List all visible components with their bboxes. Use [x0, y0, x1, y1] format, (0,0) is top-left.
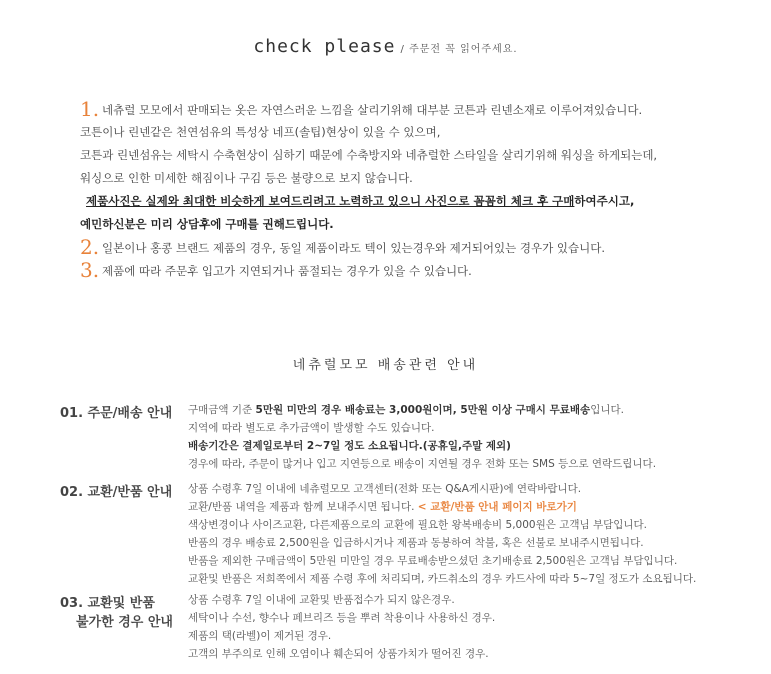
page-header — [0, 36, 771, 57]
shipping-section-title: 네츄럴모모 배송관련 안내 — [292, 358, 479, 373]
notice-line: 코튼이나 린넨같은 천연섬유의 특성상 네프(솔팁)현상이 있을 수 있으며, — [80, 125, 441, 139]
info-line: 상품 수령후 7일 이내에 네츄럴모모 고객센터(전화 또는 Q&A게시판)에 연락바랍니다. — [188, 483, 582, 495]
info-line: 교환및 반품은 저희쪽에서 제품 수령 후에 처리되며, 카드취소의 경우 카드사에 따라 5~7일 정도가 소요됩니다. — [188, 573, 697, 585]
info-line: 지역에 따라 별도로 추가금액이 발생할 수도 있습니다. — [188, 422, 435, 434]
info-line: 반품의 경우 배송료 2,500원을 입금하시거나 제품과 동봉하여 착불, 혹은 선불로 보내주시면됩니다. — [188, 537, 644, 549]
section-content — [188, 591, 771, 663]
info-line: 제품의 택(라벨)이 제거된 경우. — [188, 630, 332, 642]
notice-number-1: 1. — [80, 97, 100, 121]
info-line: 경우에 따라, 주문이 많거나 입고 지연등으로 배송이 지연될 경우 전화 또는 SMS 등으로 연락드립니다. — [188, 458, 657, 470]
exchange-page-link[interactable]: < 교환/반품 안내 페이지 바로가기 — [417, 501, 577, 513]
info-line: 상품 수령후 7일 이내에 교환및 반품접수가 되지 않은경우. — [188, 594, 455, 606]
page-subtitle: / 주문전 꼭 읽어주세요. — [400, 44, 518, 55]
notice-item-3: 3. 제품에 따라 주문후 입고가 지연되거나 품절되는 경우가 있을 수 있습니다. — [80, 258, 472, 282]
info-line: 반품을 제외한 구매금액이 5만원 미만일 경우 무료배송받으셨던 초기배송료 2,500원은 고객님 부담입니다. — [188, 555, 678, 567]
notice-line: 코튼과 린넨섬유는 세탁시 수축현상이 심하기 때문에 수축방지와 네츄럴한 스타일을 살리기위해 워싱을 하게되는데, — [80, 148, 658, 162]
section-label: 01. 주문/배송 안내 — [60, 406, 173, 421]
notice-item-2: 2. 일본이나 홍콩 브랜드 제품의 경우, 동일 제품이라도 텍이 있는경우와 제거되어있는 경우가 있습니다. — [80, 235, 605, 259]
notice-line: 워싱으로 인한 미세한 해짐이나 구김 등은 불량으로 보지 않습니다. — [80, 171, 413, 185]
section-label: 02. 교환/반품 안내 — [60, 485, 173, 500]
section-content — [188, 401, 771, 473]
info-line: 구매금액 기준 5만원 미만의 경우 배송료는 3,000원이며, 5만원 이상 구매시 무료배송입니다. — [188, 404, 624, 416]
info-line: 고객의 부주의로 인해 오염이나 훼손되어 상품가치가 떨어진 경우. — [188, 648, 489, 660]
info-line: 세탁이나 수선, 향수나 페브리즈 등을 뿌려 착용이나 사용하신 경우. — [188, 612, 496, 624]
notice-emphasis-line: 예민하신분은 미리 상담후에 구매를 권해드립니다. — [80, 217, 334, 231]
section-content — [188, 480, 771, 588]
section-label: 03. 교환및 반품 — [60, 596, 155, 611]
page-title: check please — [253, 36, 396, 57]
info-line: 교환/반품 내역을 제품과 함께 보내주시면 됩니다. < 교환/반품 안내 페이지 바로가기 — [188, 501, 577, 513]
info-line: 색상변경이나 사이즈교환, 다른제품으로의 교환에 필요한 왕복배송비 5,000원은 고객님 부담입니다. — [188, 519, 648, 531]
notice-item-1: 1. 네츄럴 모모에서 판매되는 옷은 자연스러운 느낌을 살리기위해 대부분 코튼과 린넨소재로 이루어져있습니다. — [80, 97, 643, 121]
notice-number-3: 3. — [80, 258, 100, 282]
notice-emphasis-line: 제품사진은 실제와 최대한 비슷하게 보여드리려고 노력하고 있으니 사진으로 꼼꼼히 체크 후 구매하여주시고, — [86, 194, 635, 208]
info-line: 배송기간은 결제일로부터 2~7일 정도 소요됩니다.(공휴일,주말 제외) — [188, 440, 511, 452]
notice-list — [80, 98, 750, 282]
notice-number-2: 2. — [80, 235, 100, 259]
section-label: 불가한 경우 안내 — [76, 615, 173, 630]
